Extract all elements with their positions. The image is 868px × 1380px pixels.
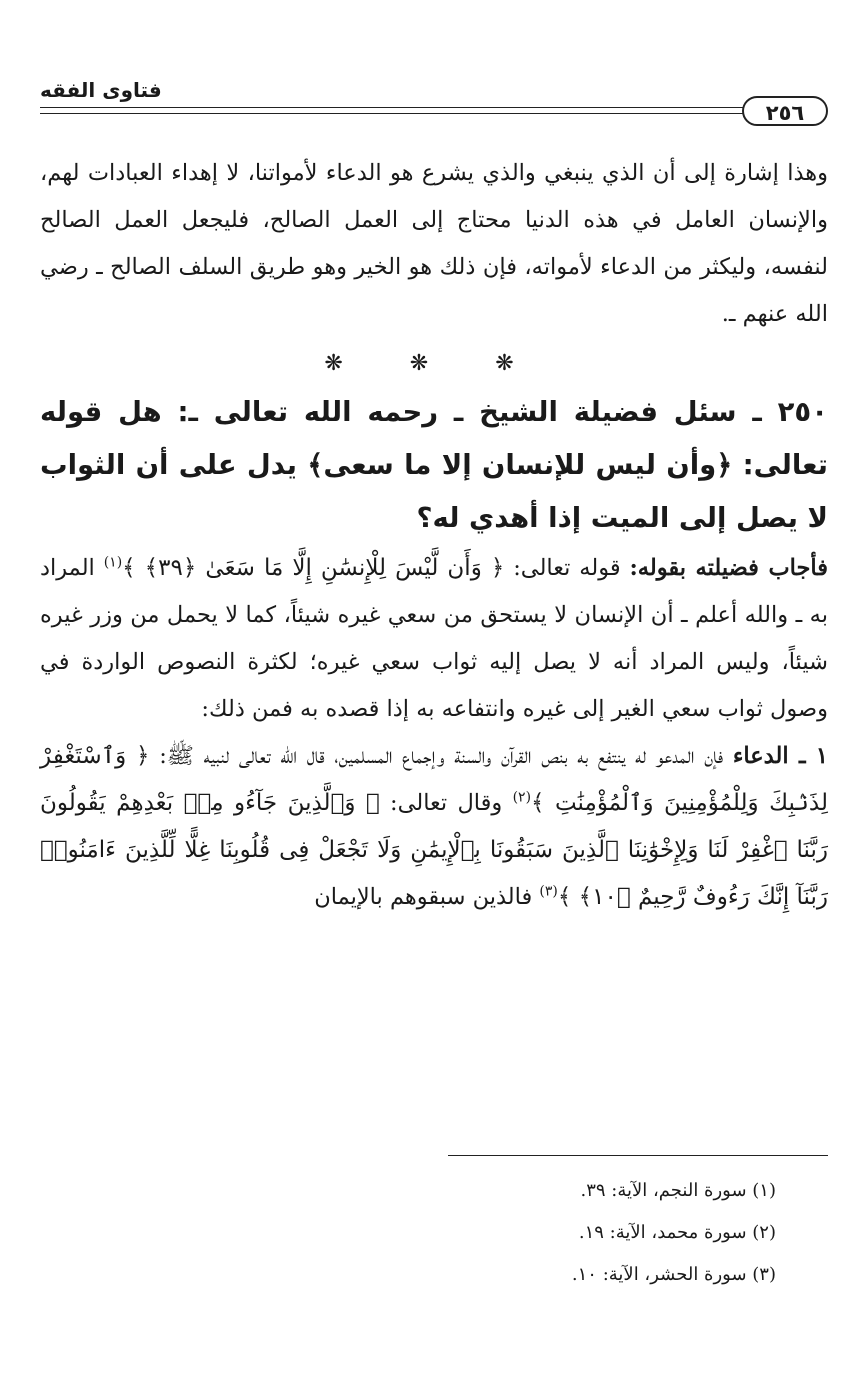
- point-text: وقال تعالى:: [379, 790, 513, 816]
- paragraph-continuation: وهذا إشارة إلى أن الذي ينبغي والذي يشرع هو الدعاء لأمواتنا، لا إهداء العبادات لهم، والإنسان العامل في هذه الدنيا محتاج إلى العمل الصالح، فليجعل العمل الصالح لنفسه، وليكثر من الدعاء لأمواته، فإن ذلك هو الخير وهو طريق السلف الصالح ـ رضي الله عنهم ـ.: [40, 160, 828, 327]
- footnote: (٢) سورة محمد، الآية: ١٩.: [578, 1222, 776, 1243]
- point-paragraph: [40, 733, 828, 921]
- header-rule: [40, 107, 744, 108]
- quran-verse: ﴿ وَأَن لَّيْسَ لِلْإِنسَٰنِ إِلَّا مَا سَعَىٰ ﴿٣٩﴾ ﴾: [122, 555, 505, 581]
- quran-verse: ﴿ وَٱسْتَغْفِرْ لِذَنۢبِكَ وَلِلْمُؤْمِنِينَ وَٱلْمُؤْمِنَٰتِ ﴾: [40, 743, 828, 816]
- point-label: ١ ـ الدعاء: [732, 743, 829, 769]
- main-text: [40, 150, 828, 921]
- answer-lead: فأجاب فضيلته بقوله:: [629, 555, 829, 581]
- footnote-ref: (٢): [512, 789, 532, 806]
- quran-verse: ﴿ وَٱلَّذِينَ جَآءُو مِنۢ بَعْدِهِمْ يَقُولُونَ رَبَّنَا ٱغْفِرْ لَنَا وَلِإِخْوَٰنِنَا ٱلَّذِينَ سَبَقُونَا بِٱلْإِيمَٰنِ وَلَا تَجْعَلْ فِى قُلُوبِنَا غِلًّا لِّلَّذِينَ ءَامَنُوا۟ رَبَّنَآ إِنَّكَ رَءُوفٌ رَّحِيمٌ ﴿١٠﴾ ﴾: [40, 790, 828, 910]
- answer-text: المراد به ـ والله أعلم ـ أن الإنسان لا يستحق من سعي غيره شيئاً، كما لا يحمل من وزر غيره شيئاً، وليس المراد أنه لا يصل إليه ثواب سعي غيره؛ لكثرة النصوص الواردة في وصول ثواب سعي الغير إلى غيره وانتفاعه به إذا قصده به فمن ذلك:: [40, 555, 828, 722]
- page-number: ٢٥٦: [742, 96, 828, 126]
- point-text: فالذين سبقوهم بالإيمان: [314, 884, 540, 910]
- question-heading: ٢٥٠ ـ سئل فضيلة الشيخ ـ رحمه الله تعالى ـ: هل قوله تعالى: ﴿وأن ليس للإنسان إلا ما سعى﴾ يدل على أن الثواب لا يصل إلى الميت إذا أهدي له؟: [40, 396, 828, 534]
- running-title: فتاوى الفقه: [40, 78, 162, 102]
- point-text: فإن المدعو له ينتفع به بنص القرآن والسنة وإجماع المسلمين، قال الله تعالى لنبيه ﷺ:: [149, 743, 733, 769]
- section-separator: ❋ ❋ ❋: [324, 351, 544, 376]
- answer-paragraph: [40, 545, 828, 733]
- footnote-separator: [448, 1155, 828, 1156]
- footnote: (٣) سورة الحشر، الآية: ١٠.: [571, 1264, 776, 1285]
- footnote: (١) سورة النجم، الآية: ٣٩.: [580, 1180, 776, 1201]
- footnote-ref: (١): [103, 554, 123, 571]
- page-header: [40, 78, 828, 128]
- footnotes: [572, 1170, 776, 1296]
- header-rule-double: [40, 113, 744, 114]
- footnote-ref: (٣): [539, 883, 558, 900]
- answer-intro: قوله تعالى:: [504, 555, 630, 581]
